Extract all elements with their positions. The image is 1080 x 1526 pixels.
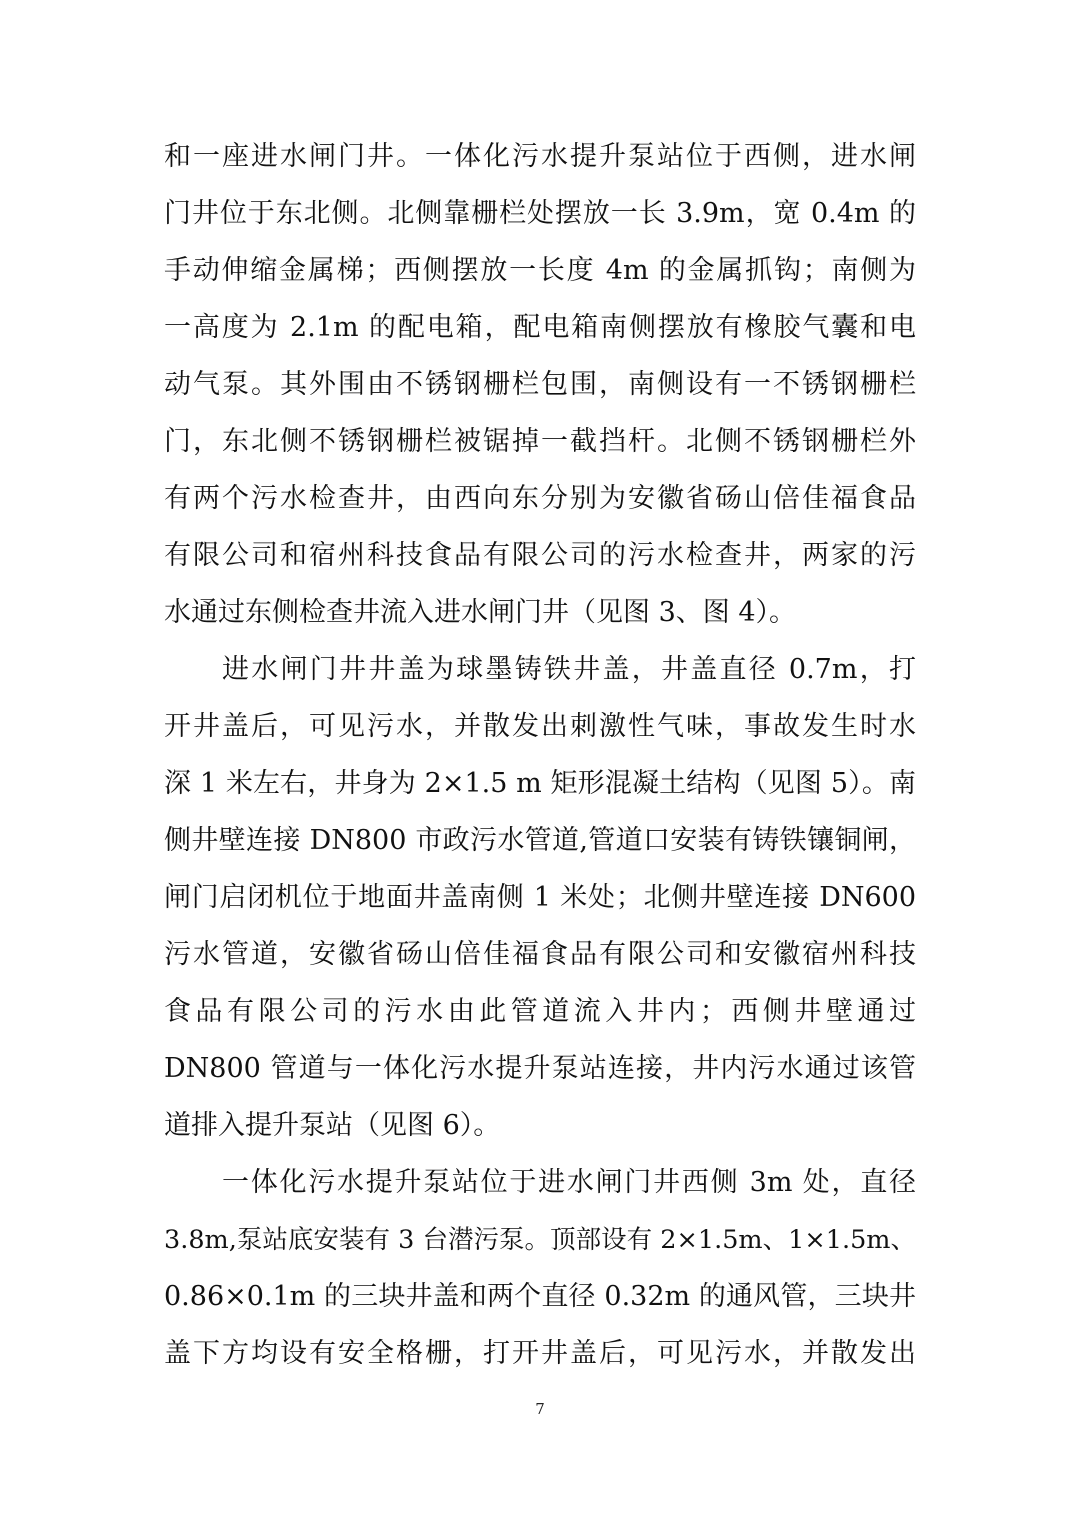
text-line: 食品有限公司的污水由此管道流入井内；西侧井壁通过: [164, 996, 916, 1027]
text-line: 污水管道，安徽省砀山倍佳福食品有限公司和安徽宿州科技: [164, 939, 916, 970]
text-line: 闸门启闭机位于地面井盖南侧 1 米处；北侧井壁连接 DN600: [164, 882, 916, 913]
text-line: 侧井壁连接 DN800 市政污水管道,管道口安装有铸铁镶铜闸，: [164, 825, 916, 856]
text-line: 有两个污水检查井，由西向东分别为安徽省砀山倍佳福食品: [164, 483, 916, 514]
text-line: 动气泵。其外围由不锈钢栅栏包围，南侧设有一不锈钢栅栏: [164, 369, 916, 400]
text-line: 一体化污水提升泵站位于进水闸门井西侧 3m 处，直径: [222, 1167, 916, 1198]
text-line: 深 1 米左右，井身为 2×1.5 m 矩形混凝土结构（见图 5）。南: [164, 768, 916, 799]
text-line: 手动伸缩金属梯；西侧摆放一长度 4m 的金属抓钩；南侧为: [164, 255, 916, 286]
text-line: DN800 管道与一体化污水提升泵站连接，井内污水通过该管: [164, 1053, 916, 1084]
text-line: 3.8m,泵站底安装有 3 台潜污泵。顶部设有 2×1.5m、1×1.5m、: [164, 1225, 916, 1255]
text-line: 和一座进水闸门井。一体化污水提升泵站位于西侧，进水闸: [164, 141, 916, 172]
text-line: 进水闸门井井盖为球墨铸铁井盖，井盖直径 0.7m，打: [222, 654, 916, 685]
text-line: 盖下方均设有安全格栅，打开井盖后，可见污水，并散发出: [164, 1338, 916, 1369]
text-line: 开井盖后，可见污水，并散发出刺激性气味，事故发生时水: [164, 711, 916, 742]
text-line: 水通过东侧检查井流入进水闸门井（见图 3、图 4）。: [164, 597, 797, 628]
text-line: 0.86×0.1m 的三块井盖和两个直径 0.32m 的通风管，三块井: [164, 1281, 916, 1312]
text-line: 门井位于东北侧。北侧靠栅栏处摆放一长 3.9m，宽 0.4m 的: [164, 198, 916, 229]
page-number: 7: [535, 1400, 545, 1418]
text-line: 道排入提升泵站（见图 6）。: [164, 1110, 501, 1141]
text-line: 门，东北侧不锈钢栅栏被锯掉一截挡杆。北侧不锈钢栅栏外: [164, 426, 916, 457]
text-line: 有限公司和宿州科技食品有限公司的污水检查井，两家的污: [164, 540, 916, 571]
text-line: 一高度为 2.1m 的配电箱，配电箱南侧摆放有橡胶气囊和电: [164, 312, 916, 343]
